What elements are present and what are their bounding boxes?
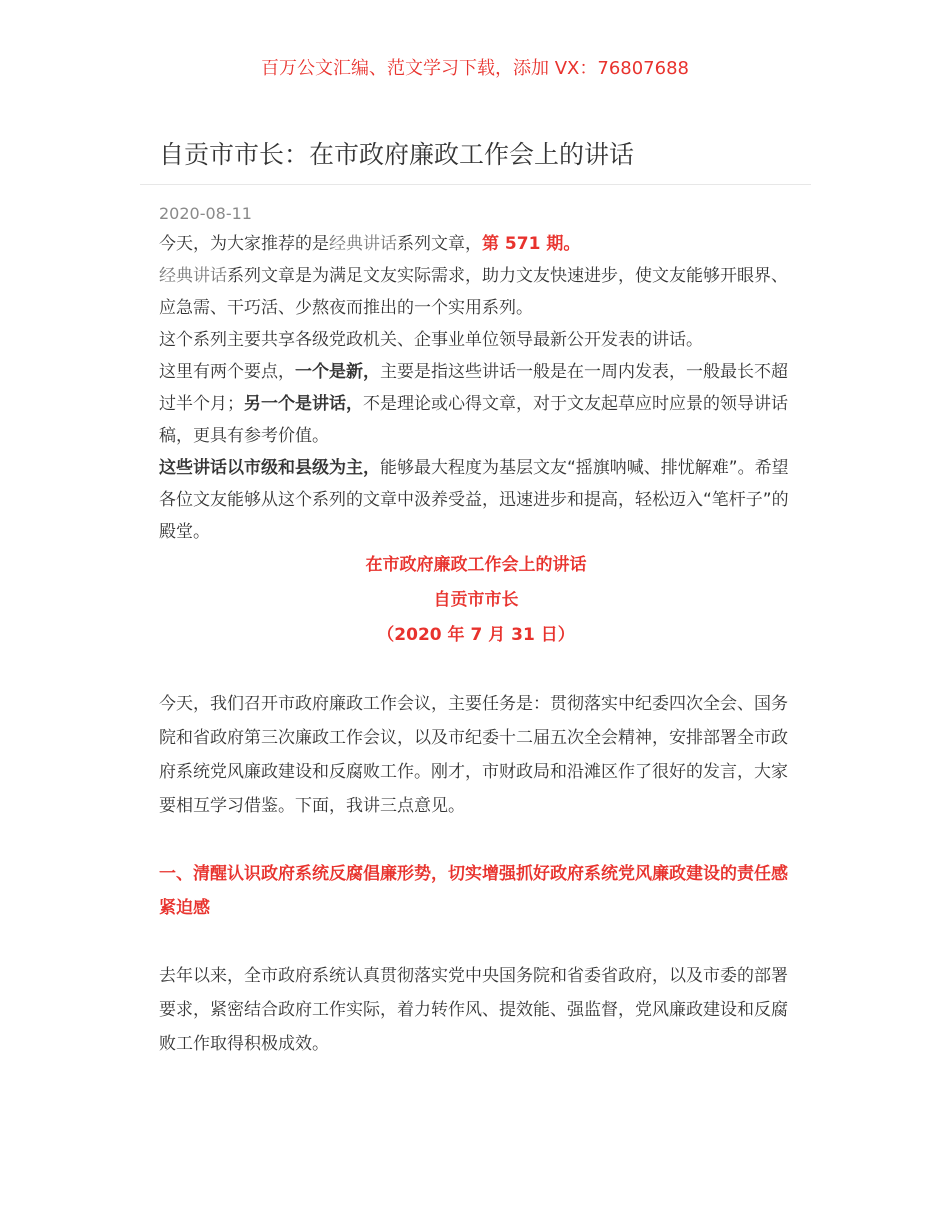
spacer — [159, 925, 793, 959]
series-name: 经典讲话 — [329, 234, 397, 254]
series-name: 经典讲话 — [159, 266, 227, 286]
promo-banner: 百万公文汇编、范文学习下载，添加 VX：76807688 — [261, 58, 689, 79]
speech-date: （2020 年 7 月 31 日） — [377, 625, 575, 645]
article-title: 自贡市市长：在市政府廉政工作会上的讲话 — [159, 140, 635, 169]
spacer — [159, 653, 793, 687]
emphasis-text: 另一个是讲话， — [244, 394, 363, 414]
intro-text: 能够最大程度为基层文友“摇旗呐喊、排忧解难”。希望各位文友能够从这个系列的文章中汲养受益，迅速进步和提高，轻松迈入“笔杆子”的殿堂。 — [159, 458, 789, 542]
title-divider — [140, 184, 811, 185]
intro-text: 不是理论或心得文章，对于文友起草应时应景的领导讲话稿，更具有参考价值。 — [159, 394, 788, 446]
speech-title: 在市政府廉政工作会上的讲话 — [365, 555, 587, 575]
intro-paragraph-4 — [159, 356, 793, 452]
intro-paragraph-2 — [159, 260, 793, 324]
section-heading-1: 一、清醒认识政府系统反腐倡廉形势，切实增强抓好政府系统党风廉政建设的责任感紧迫感 — [159, 864, 788, 918]
spacer — [159, 823, 793, 857]
intro-paragraph-5 — [159, 452, 793, 548]
intro-paragraph-1 — [159, 228, 793, 260]
speech-paragraph-2: 去年以来，全市政府系统认真贯彻落实党中央国务院和省委省政府，以及市委的部署要求，紧密结合政府工作实际，着力转作风、提效能、强监督，党风廉政建设和反腐败工作取得积极成效。 — [159, 966, 788, 1054]
issue-number: 第 571 期。 — [482, 234, 581, 254]
speech-speaker: 自贡市市长 — [433, 590, 519, 610]
intro-text: 主要是指这些讲话一般是在一周内发表，一般最长不超过半个月； — [159, 362, 788, 414]
emphasis-text: 这些讲话以市级和县级为主， — [159, 458, 380, 478]
intro-text: 这里有两个要点， — [159, 362, 295, 382]
intro-text: 系列文章， — [397, 234, 482, 254]
intro-paragraph-3: 这个系列主要共享各级党政机关、企事业单位领导最新公开发表的讲话。 — [159, 330, 703, 350]
emphasis-text: 一个是新， — [295, 362, 380, 382]
intro-text: 今天，为大家推荐的是 — [159, 234, 329, 254]
speech-paragraph-1: 今天，我们召开市政府廉政工作会议，主要任务是：贯彻落实中纪委四次全会、国务院和省政府第三次廉政工作会议，以及市纪委十二届五次全会精神，安排部署全市政府系统党风廉政建设和反腐败工作。刚才，市财政局和沿滩区作了很好的发言，大家要相互学习借鉴。下面，我讲三点意见。 — [159, 694, 788, 816]
article-date: 2020-08-11 — [159, 204, 252, 223]
intro-text: 系列文章是为满足文友实际需求，助力文友快速进步，使文友能够开眼界、应急需、干巧活、少熬夜而推出的一个实用系列。 — [159, 266, 788, 318]
article-body — [159, 228, 793, 1061]
